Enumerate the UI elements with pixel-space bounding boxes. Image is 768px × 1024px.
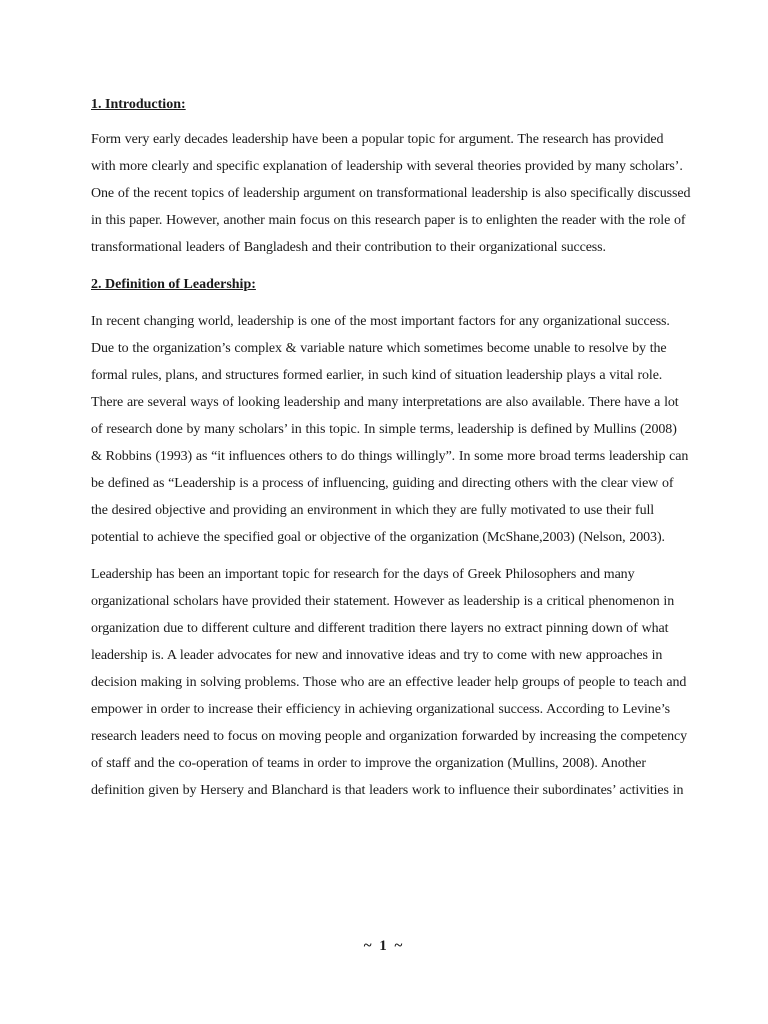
definition-paragraph-1: In recent changing world, leadership is one of the most important factors for any organizational success. Due to the organization’s complex & variable nature which sometimes become unable to resolve by the formal rules, plans, and structures formed earlier, in such kind of situation leadership plays a vital role. There are several ways of looking leadership and many interpretations are also available. There have a lot of research done by many scholars’ in this topic. In simple terms, leadership is defined by Mullins (2008) & Robbins (1993) as “it influences others to do things willingly”. In some more broad terms leadership can be defined as “Leadership is a process of influencing, guiding and directing others with the clear view of the desired objective and providing an environment in which they are fully motivated to use their full potential to achieve the specified goal or objective of the organization (McShane,2003) (Nelson, 2003). (91, 314, 689, 545)
section-heading-introduction: 1. Introduction: (91, 97, 186, 112)
section-heading-definition-of-leadership: 2. Definition of Leadership: (91, 277, 256, 292)
definition-paragraph-2: Leadership has been an important topic for research for the days of Greek Philosophers and many organizational scholars have provided their statement. However as leadership is a critical phenomenon in organization due to different culture and different tradition there layers no extract pinning down of what leadership is. A leader advocates for new and innovative ideas and try to come with new approaches in decision making in solving problems. Those who are an effective leader help groups of people to teach and empower in order to increase their efficiency in achieving organizational success. According to Levine’s research leaders need to focus on moving people and organization forwarded by increasing the competency of staff and the co-operation of teams in order to improve the organization (Mullins, 2008). Another definition given by Hersery and Blanchard is that leaders work to influence their subordinates’ activities in (91, 567, 688, 798)
document-body (91, 91, 691, 804)
page-number: ~ 1 ~ (363, 938, 405, 954)
introduction-paragraph: Form very early decades leadership have been a popular topic for argument. The research has provided with more clearly and specific explanation of leadership with several theories provided by many scholars’. One of the recent topics of leadership argument on transformational leadership is also specifically discussed in this paper. However, another main focus on this research paper is to enlighten the reader with the role of transformational leaders of Bangladesh and their contribution to their organizational success. (91, 132, 691, 255)
